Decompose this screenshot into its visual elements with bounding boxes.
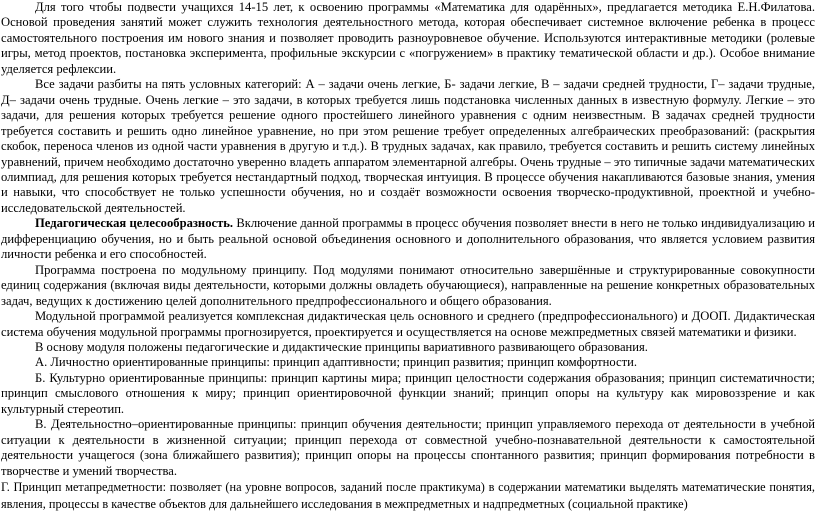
- paragraph-principles-v: В. Деятельностно–ориентированные принципы: принцип обучения деятельности; принцип управляемого перехода от деятельности в учебной ситуации к деятельности в жизненной ситуации; принцип перехода от совместной учебно-познавательной деятельности к самостоятельной деятельности учащегося (зона ближайшего развития); принцип опоры на процессы спонтанного развития; принцип формирования потребности в творчестве и умений творчества.: [1, 417, 815, 478]
- paragraph-modular-principle: Программа построена по модульному принципу. Под модулями понимают относительно завершённые и структурированные совокупности единиц содержания (включая виды деятельности, которыми должны овладеть обучающиеся), направленные на решение конкретных образовательных задач, ведущих к достижению целей дополнительного предпрофессионального и общего образования.: [1, 262, 815, 308]
- paragraph-methodology: Для того чтобы подвести учащихся 14-15 лет, к освоению программы «Математика для одарённых», предлагается методика Е.Н.Филатова. Основой проведения занятий может служить технология деятельностного метода, которая обеспечивает системное включение ребенка в процесс самостоятельного построения им нового знания и позволяет проводить разноуровневое обучение. Используются интерактивные методики (ролевые игры, метод проектов, постановка эксперимента, профильные экскурсии с «погружением» в практику тематической области и др.). Особое внимание уделяется рефлексии.: [1, 0, 815, 76]
- paragraph-principles-g: Г. Принцип метапредметности: позволяет (на уровне вопросов, заданий после практикума) в содержании математики выделять математические понятия, явления, процессы в качестве объектов для дальнейшего исследования в межпредметных и надпредметных (социальной практике): [1, 480, 815, 512]
- paragraph-principles-a: А. Личностно ориентированные принципы: принцип адаптивности; принцип развития; принцип комфортности.: [35, 355, 638, 370]
- paragraph-pedagogical-expediency: [1, 216, 815, 262]
- paragraph-task-categories: Все задачи разбиты на пять условных категорий: А – задачи очень легкие, Б- задачи легкие, В – задачи средней трудности, Г– задачи трудные, Д– задачи очень трудные. Очень легкие – это задачи, в которых требуется лишь подстановка численных данных в известную формулу. Легкие – это задачи, для решения которых требуется решение одного простейшего линейного уравнения с одним неизвестным. В задачах средней трудности требуется составить и решить одно линейное уравнение, но при этом решение требует определенных алгебраических преобразований: (раскрытия скобок, переноса членов из одной части уравнения в другую и т.д.). В трудных задачах, как правило, требуется составить и решить систему линейных уравнений, причем необходимо достаточно уверенно владеть аппаратом элементарной алгебры. Очень трудные – это типичные задачи математических олимпиад, для решения которых требуется нестандартный подход, творческая интуиция. В процессе обучения накапливаются базовые знания, умения и навыки, что способствует не только успешности обучения, но и создаёт возможности освоения творческо-продуктивной, проектной и учебно-исследовательской деятельностей.: [1, 77, 815, 215]
- paragraph-didactic-goal: Модульной программой реализуется комплексная дидактическая цель основного и среднего (предпрофессионального) и ДООП. Дидактическая система обучения модульной программы прогнозируется, проектируется и осуществляется на основе межпредметных связей математики и физики.: [1, 309, 815, 339]
- pedagogical-expediency-heading: Педагогическая целесообразность.: [35, 216, 234, 231]
- pedagogical-expediency-text: Включение данной программы в процесс обучения позволяет внести в него не только индивидуализацию и дифференциацию обучения, но и быть реальной основой объединения основного и дополнительного образования, что является условием развития личности ребенка и его способностей.: [1, 216, 815, 262]
- paragraph-principles-intro: В основу модуля положены педагогические и дидактические принципы вариативного развивающего образования.: [35, 339, 648, 354]
- paragraph-principles-b: Б. Культурно ориентированные принципы: принцип картины мира; принцип целостности содержания образования; принцип систематичности; принцип смыслового отношения к миру; принцип ориентировочной функции знаний; принцип опоры на культуру как мировоззрение и как культурный стереотип.: [1, 370, 815, 416]
